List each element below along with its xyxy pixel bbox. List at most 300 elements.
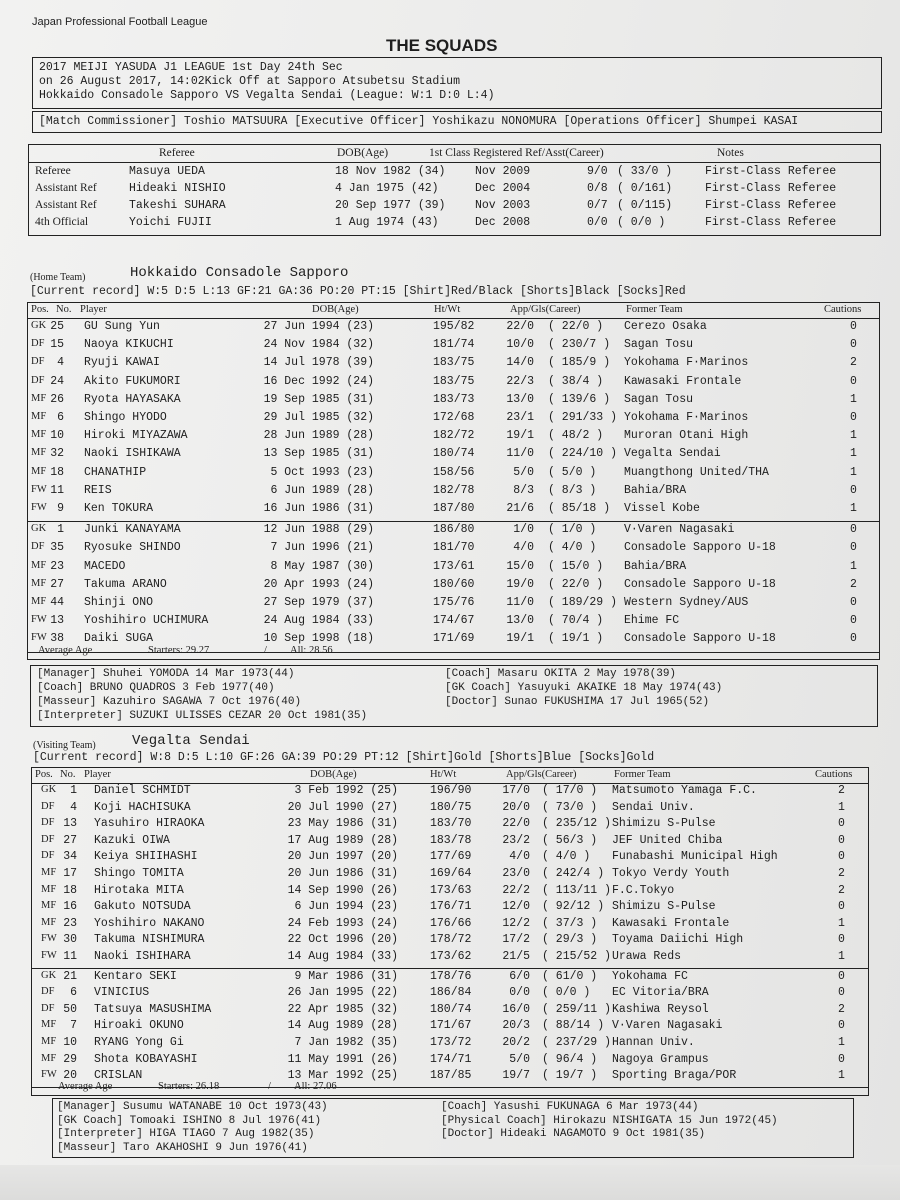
officers-text: [Match Commissioner] Toshio MATSUURA [Executive Officer] Yoshikazu NONOMURA [Operations Officer] Shumpei KASAI: [39, 115, 799, 128]
player-career: ( 224/10 ): [548, 447, 618, 461]
player-position: MF: [41, 867, 57, 878]
player-height-weight: 186/80: [433, 523, 475, 537]
player-height-weight: 169/64: [430, 867, 472, 880]
player-row: [32, 867, 868, 885]
player-apps-goals: 6/0: [509, 969, 530, 983]
official-note: First-Class Referee: [705, 165, 837, 178]
player-position: GK: [41, 969, 57, 981]
player-number: 1: [70, 784, 77, 797]
player-former-team: Nagoya Grampus: [612, 1052, 709, 1066]
away-team-label: (Visiting Team): [33, 740, 96, 751]
player-cautions: 2: [850, 577, 857, 591]
away-staff-right: [Doctor] Hideaki NAGAMOTO 9 Oct 1981(35): [441, 1128, 706, 1140]
player-career: ( 291/33 ): [548, 411, 618, 424]
away-staff-left: [Masseur] Taro AKAHOSHI 9 Jun 1976(41): [57, 1141, 308, 1154]
officials-col-registered: 1st Class Registered Ref/Asst(Career): [429, 147, 604, 159]
player-position: DF: [31, 541, 45, 553]
official-name: Yoichi FUJII: [129, 216, 212, 229]
player-dob: 24 Nov 1984 (32): [263, 338, 374, 352]
player-former-team: Shimizu S-Pulse: [612, 817, 716, 831]
player-cautions: 0: [838, 933, 845, 947]
player-former-team: EC Vitoria/BRA: [612, 986, 709, 1000]
player-dob: 13 Mar 1992 (25): [287, 1069, 398, 1083]
player-former-team: Bahia/BRA: [624, 483, 687, 497]
player-name: Keiya SHIIHASHI: [94, 850, 198, 864]
player-dob: 9 Mar 1986 (31): [294, 969, 398, 983]
player-career: ( 5/0 ): [548, 465, 597, 479]
player-height-weight: 172/68: [433, 411, 475, 424]
player-cautions: 0: [850, 411, 857, 424]
player-cautions: 0: [850, 320, 857, 333]
player-number: 26: [50, 392, 64, 406]
player-row: [28, 429, 879, 447]
home-avg-starters: Starters: 29.27: [148, 645, 210, 656]
player-cautions: 1: [838, 800, 845, 814]
match-info-box: [32, 57, 882, 109]
player-height-weight: 183/75: [433, 374, 475, 388]
player-career: ( 85/18 ): [548, 502, 611, 515]
player-career: ( 38/4 ): [548, 374, 604, 388]
player-apps-goals: 22/0: [506, 320, 534, 333]
player-cautions: 1: [838, 1036, 845, 1049]
player-number: 10: [63, 1036, 77, 1049]
player-row: [28, 596, 879, 614]
player-row: [32, 900, 868, 918]
player-dob: 6 Jun 1989 (28): [270, 483, 374, 497]
col-no: No.: [56, 304, 72, 315]
col-former: Former Team: [626, 304, 683, 315]
player-position: DF: [41, 1002, 55, 1014]
player-height-weight: 182/78: [433, 483, 475, 497]
official-reg: Nov 2003: [475, 199, 531, 212]
player-name: Yoshihiro NAKANO: [94, 916, 205, 930]
player-dob: 20 Apr 1993 (24): [263, 577, 374, 591]
player-row: [32, 1003, 868, 1021]
col-apps: App/Gls(Career): [510, 304, 581, 315]
player-career: ( 37/3 ): [542, 916, 598, 930]
officials-col-notes: Notes: [717, 147, 744, 159]
player-dob: 23 May 1986 (31): [287, 817, 398, 831]
player-height-weight: 182/72: [433, 429, 475, 443]
player-row: [28, 523, 879, 541]
player-height-weight: 195/82: [433, 320, 475, 333]
home-staff-left: [Coach] BRUNO QUADROS 3 Feb 1977(40): [37, 682, 275, 694]
player-cautions: 0: [850, 338, 857, 352]
player-cautions: 0: [850, 614, 857, 628]
player-dob: 5 Oct 1993 (23): [270, 465, 374, 479]
col-dob: DOB(Age): [312, 304, 359, 315]
page-title: THE SQUADS: [386, 36, 498, 55]
player-position: FW: [41, 933, 57, 945]
official-note: First-Class Referee: [705, 199, 837, 212]
player-cautions: 0: [838, 850, 845, 864]
player-name: GU Sung Yun: [84, 320, 160, 333]
player-cautions: 2: [838, 883, 845, 897]
player-height-weight: 176/66: [430, 916, 472, 930]
player-height-weight: 177/69: [430, 850, 472, 864]
player-position: DF: [41, 986, 55, 998]
player-height-weight: 173/63: [430, 883, 472, 897]
player-position: DF: [31, 356, 45, 368]
player-former-team: Yokohama F·Marinos: [624, 356, 749, 370]
player-row: [32, 884, 868, 902]
player-number: 6: [70, 986, 77, 1000]
player-height-weight: 183/75: [433, 356, 475, 370]
player-position: FW: [31, 632, 47, 644]
player-apps-goals: 17/2: [502, 933, 530, 947]
player-height-weight: 183/73: [433, 392, 475, 406]
player-dob: 20 Jul 1990 (27): [287, 800, 398, 814]
home-squad-table: [27, 302, 880, 660]
player-cautions: 1: [850, 447, 857, 461]
player-career: ( 96/4 ): [542, 1052, 598, 1066]
official-role: 4th Official: [35, 216, 89, 228]
player-height-weight: 171/67: [430, 1019, 472, 1033]
player-career: ( 19/7 ): [542, 1069, 598, 1083]
player-number: 50: [63, 1002, 77, 1016]
player-apps-goals: 4/0: [513, 541, 534, 555]
player-dob: 14 Aug 1984 (33): [287, 950, 398, 963]
player-number: 9: [57, 502, 64, 515]
col-cautions: Cautions: [815, 769, 853, 780]
player-career: ( 92/12 ): [542, 900, 605, 914]
player-career: ( 29/3 ): [542, 933, 598, 947]
player-apps-goals: 20/3: [502, 1019, 530, 1033]
player-cautions: 0: [850, 374, 857, 388]
player-former-team: Consadole Sapporo U-18: [624, 577, 776, 591]
player-career: ( 73/0 ): [542, 800, 598, 814]
player-number: 24: [50, 374, 64, 388]
player-apps-goals: 11/0: [506, 447, 534, 461]
player-height-weight: 178/76: [430, 969, 472, 983]
player-career: ( 15/0 ): [548, 559, 604, 573]
player-height-weight: 176/71: [430, 900, 472, 914]
player-height-weight: 178/72: [430, 933, 472, 947]
player-number: 30: [63, 933, 77, 947]
player-cautions: 0: [838, 833, 845, 847]
player-position: GK: [41, 784, 57, 795]
player-position: MF: [41, 900, 57, 912]
player-position: DF: [41, 817, 55, 829]
player-number: 13: [63, 817, 77, 831]
player-row: [28, 560, 879, 578]
home-average-divider: [28, 652, 879, 653]
player-row: [32, 817, 868, 835]
player-cautions: 2: [838, 1002, 845, 1016]
away-staff-box: [52, 1098, 854, 1158]
player-name: CHANATHIP: [84, 465, 147, 479]
player-row: [32, 950, 868, 968]
player-career: ( 237/29 ): [542, 1036, 612, 1049]
player-dob: 14 Aug 1989 (28): [287, 1019, 398, 1033]
player-name: Tatsuya MASUSHIMA: [94, 1002, 212, 1016]
player-dob: 6 Jun 1994 (23): [294, 900, 398, 914]
player-row: [32, 986, 868, 1004]
player-former-team: Bahia/BRA: [624, 559, 687, 573]
player-cautions: 0: [838, 1052, 845, 1066]
player-former-team: Tokyo Verdy Youth: [612, 867, 730, 880]
player-position: MF: [31, 465, 47, 477]
player-position: FW: [41, 950, 57, 961]
player-former-team: Kawasaki Frontale: [612, 916, 730, 930]
player-cautions: 0: [850, 632, 857, 646]
player-former-team: Cerezo Osaka: [624, 320, 707, 333]
player-dob: 12 Jun 1988 (29): [263, 523, 374, 537]
home-avg-label: Average Age: [38, 645, 93, 656]
player-name: MACEDO: [84, 559, 126, 573]
player-name: Naoki ISHIHARA: [94, 950, 191, 963]
player-position: DF: [41, 833, 55, 845]
player-height-weight: 180/74: [430, 1002, 472, 1016]
player-number: 18: [50, 465, 64, 479]
player-apps-goals: 11/0: [506, 596, 534, 609]
player-apps-goals: 22/2: [502, 883, 530, 897]
player-position: MF: [31, 559, 47, 571]
match-line-3: Hokkaido Consadole Sapporo VS Vegalta Sendai (League: W:1 D:0 L:4): [39, 89, 495, 102]
player-dob: 7 Jan 1982 (35): [294, 1036, 398, 1049]
player-career: ( 48/2 ): [548, 429, 604, 443]
player-row: [32, 784, 868, 802]
player-career: ( 4/0 ): [548, 541, 597, 555]
player-row: [32, 801, 868, 819]
player-career: ( 22/0 ): [548, 577, 604, 591]
player-name: Ken TOKURA: [84, 502, 154, 515]
player-career: ( 70/4 ): [548, 614, 604, 628]
player-row: [32, 1019, 868, 1037]
player-number: 25: [50, 320, 64, 333]
player-height-weight: 181/74: [433, 338, 475, 352]
official-row: [29, 165, 880, 182]
match-line-1: 2017 MEIJI YASUDA J1 LEAGUE 1st Day 24th Sec: [39, 61, 343, 74]
match-line-2: on 26 August 2017, 14:02Kick Off at Sapporo Atsubetsu Stadium: [39, 75, 460, 88]
player-position: MF: [31, 429, 47, 441]
player-apps-goals: 19/7: [502, 1069, 530, 1083]
player-position: DF: [41, 850, 55, 862]
player-apps-goals: 5/0: [513, 465, 534, 479]
official-note: First-Class Referee: [705, 182, 837, 195]
player-name: REIS: [84, 483, 112, 497]
player-cautions: 0: [850, 523, 857, 537]
player-name: Hiroki MIYAZAWA: [84, 429, 188, 443]
player-number: 27: [50, 577, 64, 591]
player-name: Junki KANAYAMA: [84, 523, 181, 537]
player-dob: 16 Jun 1986 (31): [263, 502, 374, 515]
player-row: [28, 411, 879, 429]
player-row: [32, 834, 868, 852]
player-former-team: Hannan Univ.: [612, 1036, 695, 1049]
official-dob: 20 Sep 1977 (39): [335, 199, 446, 212]
player-number: 18: [63, 883, 77, 897]
away-staff-left: [Interpreter] HIGA TIAGO 7 Aug 1982(35): [57, 1128, 315, 1140]
player-name: Daiki SUGA: [84, 632, 154, 646]
player-position: MF: [31, 577, 47, 589]
player-cautions: 0: [838, 986, 845, 1000]
home-staff-right: [Doctor] Sunao FUKUSHIMA 17 Jul 1965(52): [445, 696, 710, 708]
player-name: Daniel SCHMIDT: [94, 784, 191, 797]
player-apps-goals: 17/0: [502, 784, 530, 797]
player-position: DF: [31, 338, 45, 350]
player-cautions: 0: [838, 969, 845, 983]
player-cautions: 0: [850, 596, 857, 609]
home-current-record: [Current record] W:5 D:5 L:13 GF:21 GA:36 PO:20 PT:15 [Shirt]Red/Black [Shorts]Black [Socks]Red: [30, 285, 686, 298]
player-name: CRISLAN: [94, 1069, 143, 1083]
player-apps-goals: 23/1: [506, 411, 534, 424]
player-number: 11: [50, 483, 64, 497]
player-row: [32, 933, 868, 951]
player-name: Takuma NISHIMURA: [94, 933, 205, 947]
player-position: MF: [31, 596, 47, 607]
player-career: ( 259/11 ): [542, 1002, 612, 1016]
officials-col-dob: DOB(Age): [337, 147, 389, 159]
official-career: ( 0/0 ): [617, 216, 666, 229]
official-career: ( 33/0 ): [617, 165, 673, 178]
player-former-team: Consadole Sapporo U-18: [624, 541, 776, 555]
player-dob: 27 Sep 1979 (37): [263, 596, 374, 609]
player-former-team: V·Varen Nagasaki: [612, 1019, 723, 1033]
player-dob: 14 Sep 1990 (26): [287, 883, 398, 897]
away-staff-left: [GK Coach] Tomoaki ISHINO 8 Jul 1976(41): [57, 1114, 322, 1127]
player-dob: 3 Feb 1992 (25): [294, 784, 398, 797]
player-name: Yasuhiro HIRAOKA: [94, 817, 205, 831]
player-apps-goals: 13/0: [506, 392, 534, 406]
player-row: [28, 484, 879, 502]
player-number: 15: [50, 338, 64, 352]
player-former-team: Yokohama FC: [612, 969, 688, 983]
player-name: Yoshihiro UCHIMURA: [84, 614, 209, 628]
player-name: Takuma ARANO: [84, 577, 167, 591]
player-number: 13: [50, 614, 64, 628]
home-staff-left: [Manager] Shuhei YOMODA 14 Mar 1973(44): [37, 668, 295, 680]
player-cautions: 1: [838, 916, 845, 930]
player-position: FW: [41, 1069, 57, 1081]
away-subs-divider: [32, 968, 868, 969]
official-career: ( 0/115): [617, 199, 673, 212]
away-avg-all: All: 27.06: [294, 1081, 337, 1092]
player-cautions: 1: [850, 429, 857, 443]
official-note: First-Class Referee: [705, 216, 837, 229]
player-position: DF: [41, 800, 55, 812]
player-career: ( 88/14 ): [542, 1019, 605, 1033]
home-team-label: (Home Team): [30, 272, 86, 283]
home-avg-all: All: 28.56: [290, 645, 333, 656]
player-position: MF: [41, 1036, 57, 1047]
player-former-team: V·Varen Nagasaki: [624, 523, 735, 537]
officials-col-referee: Referee: [159, 147, 195, 159]
player-career: ( 242/4 ): [542, 867, 605, 880]
col-player: Player: [80, 304, 107, 315]
player-name: VINICIUS: [94, 986, 150, 1000]
away-avg-separator: /: [268, 1081, 271, 1092]
player-cautions: 1: [850, 392, 857, 406]
player-career: ( 139/6 ): [548, 392, 611, 406]
player-number: 44: [50, 596, 64, 609]
official-career: ( 0/161): [617, 182, 673, 195]
player-position: FW: [31, 502, 47, 513]
player-former-team: Funabashi Municipal High: [612, 850, 778, 864]
player-number: 7: [70, 1019, 77, 1033]
player-row: [32, 917, 868, 935]
player-position: GK: [31, 320, 47, 331]
player-career: ( 1/0 ): [548, 523, 597, 537]
player-apps-goals: 12/0: [502, 900, 530, 914]
player-number: 29: [63, 1052, 77, 1066]
player-dob: 13 Sep 1985 (31): [263, 447, 374, 461]
player-dob: 7 Jun 1996 (21): [270, 541, 374, 555]
official-ra: 0/7: [587, 199, 608, 212]
official-name: Hideaki NISHIO: [129, 182, 226, 195]
league-name: Japan Professional Football League: [32, 16, 208, 28]
player-apps-goals: 12/2: [502, 916, 530, 930]
col-player: Player: [84, 769, 111, 780]
player-height-weight: 173/72: [430, 1036, 472, 1049]
player-name: Naoya KIKUCHI: [84, 338, 174, 352]
player-former-team: Ehime FC: [624, 614, 680, 628]
player-position: MF: [31, 392, 47, 404]
player-number: 23: [63, 916, 77, 930]
player-height-weight: 173/62: [430, 950, 472, 963]
player-position: FW: [31, 614, 47, 626]
player-row: [32, 970, 868, 988]
player-apps-goals: 19/1: [506, 632, 534, 646]
player-former-team: Shimizu S-Pulse: [612, 900, 716, 914]
official-name: Masuya UEDA: [129, 165, 205, 178]
player-dob: 29 Jul 1985 (32): [263, 411, 374, 424]
player-row: [28, 578, 879, 596]
player-position: MF: [31, 411, 47, 422]
player-name: Ryuji KAWAI: [84, 356, 160, 370]
player-name: Akito FUKUMORI: [84, 374, 181, 388]
player-dob: 20 Jun 1997 (20): [287, 850, 398, 864]
away-current-record: [Current record] W:8 D:5 L:10 GF:26 GA:39 PO:29 PT:12 [Shirt]Gold [Shorts]Blue [Socks]Gold: [33, 751, 655, 764]
away-staff-right: [Coach] Yasushi FUKUNAGA 6 Mar 1973(44): [441, 1101, 699, 1113]
official-ra: 9/0: [587, 165, 608, 178]
player-apps-goals: 5/0: [509, 1052, 530, 1066]
player-dob: 26 Jan 1995 (22): [287, 986, 398, 1000]
player-cautions: 0: [838, 817, 845, 831]
player-former-team: Matsumoto Yamaga F.C.: [612, 784, 757, 797]
player-former-team: Sagan Tosu: [624, 392, 694, 406]
player-name: Hirotaka MITA: [94, 883, 184, 897]
player-position: MF: [41, 1052, 57, 1064]
player-name: Hiroaki OKUNO: [94, 1019, 184, 1033]
col-htwt: Ht/Wt: [434, 304, 461, 315]
player-number: 10: [50, 429, 64, 443]
officers-box: [32, 111, 882, 133]
player-dob: 20 Jun 1986 (31): [287, 867, 398, 880]
player-number: 34: [63, 850, 77, 864]
away-staff-left: [Manager] Susumu WATANABE 10 Oct 1973(43): [57, 1101, 328, 1113]
official-reg: Dec 2008: [475, 216, 531, 229]
official-ra: 0/0: [587, 216, 608, 229]
official-role: Assistant Ref: [35, 182, 97, 194]
col-pos: Pos.: [31, 304, 49, 315]
home-staff-right: [Coach] Masaru OKITA 2 May 1978(39): [445, 668, 677, 680]
player-apps-goals: 20/0: [502, 800, 530, 814]
player-dob: 22 Oct 1996 (20): [287, 933, 398, 947]
home-staff-right: [GK Coach] Yasuyuki AKAIKE 18 May 1974(43): [445, 682, 723, 694]
col-pos: Pos.: [35, 769, 53, 780]
player-height-weight: 173/61: [433, 559, 475, 573]
home-team-name: Hokkaido Consadole Sapporo: [130, 265, 349, 281]
official-dob: 18 Nov 1982 (34): [335, 165, 446, 178]
player-name: Kentaro SEKI: [94, 969, 177, 983]
player-apps-goals: 23/0: [502, 867, 530, 880]
player-position: MF: [31, 447, 47, 459]
player-row: [28, 502, 879, 520]
player-row: [32, 850, 868, 868]
player-number: 23: [50, 559, 64, 573]
official-dob: 1 Aug 1974 (43): [335, 216, 439, 229]
